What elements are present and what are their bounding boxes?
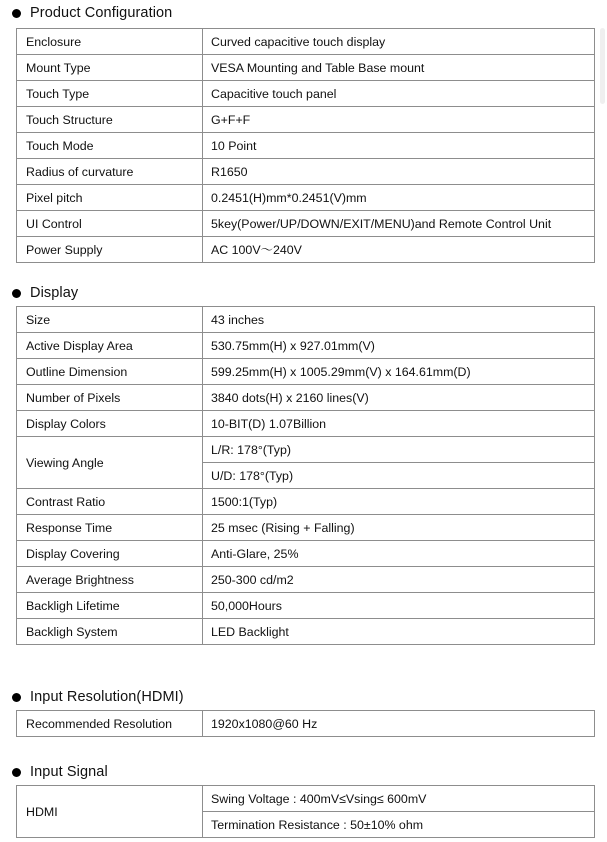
table-row [17, 81, 595, 107]
row-value: 5key(Power/UP/DOWN/EXIT/MENU)and Remote Control Unit [203, 211, 595, 237]
row-value: 50,000Hours [203, 593, 595, 619]
row-label: Touch Type [17, 81, 203, 107]
row-label: Display Covering [17, 541, 203, 567]
row-value: 43 inches [203, 307, 595, 333]
row-value: 3840 dots(H) x 2160 lines(V) [203, 385, 595, 411]
table-row [17, 489, 595, 515]
row-value: 530.75mm(H) x 927.01mm(V) [203, 333, 595, 359]
table-row [17, 515, 595, 541]
section-title: Product Configuration [30, 5, 173, 21]
table-input-signal [16, 785, 595, 838]
row-value: AC 100V～240V [203, 237, 595, 263]
row-value: Capacitive touch panel [203, 81, 595, 107]
table-row [17, 437, 595, 463]
row-label: Outline Dimension [17, 359, 203, 385]
row-label: Enclosure [17, 29, 203, 55]
row-value: 0.2451(H)mm*0.2451(V)mm [203, 185, 595, 211]
section-title: Display [30, 285, 79, 301]
row-label: UI Control [17, 211, 203, 237]
filled-round-bullet-icon [12, 9, 21, 18]
table-row [17, 711, 595, 737]
row-label: Touch Structure [17, 107, 203, 133]
filled-round-bullet-icon [12, 693, 21, 702]
section-heading-display [12, 284, 78, 302]
row-label: Mount Type [17, 55, 203, 81]
section-title: Input Resolution(HDMI) [30, 689, 184, 705]
row-value: R1650 [203, 159, 595, 185]
row-label: Recommended Resolution [17, 711, 203, 737]
row-label: Display Colors [17, 411, 203, 437]
table-row [17, 133, 595, 159]
row-label: Radius of curvature [17, 159, 203, 185]
row-value: U/D: 178°(Typ) [203, 463, 595, 489]
row-label: Backligh System [17, 619, 203, 645]
table-product-configuration [16, 28, 595, 263]
row-label: Backligh Lifetime [17, 593, 203, 619]
row-label: Number of Pixels [17, 385, 203, 411]
row-value: 1500:1(Typ) [203, 489, 595, 515]
row-label: Average Brightness [17, 567, 203, 593]
row-value: 25 msec (Rising + Falling) [203, 515, 595, 541]
row-value: Anti-Glare, 25% [203, 541, 595, 567]
section-heading-product-configuration [12, 4, 172, 22]
row-value: 1920x1080@60 Hz [203, 711, 595, 737]
row-value: 10 Point [203, 133, 595, 159]
row-label: Response Time [17, 515, 203, 541]
row-value: Curved capacitive touch display [203, 29, 595, 55]
row-value: VESA Mounting and Table Base mount [203, 55, 595, 81]
row-label: Active Display Area [17, 333, 203, 359]
row-label: Power Supply [17, 237, 203, 263]
table-row [17, 211, 595, 237]
row-label: Size [17, 307, 203, 333]
row-value: 250-300 cd/m2 [203, 567, 595, 593]
row-value: 10-BIT(D) 1.07Billion [203, 411, 595, 437]
row-value: 599.25mm(H) x 1005.29mm(V) x 164.61mm(D) [203, 359, 595, 385]
section-heading-input-signal [12, 763, 108, 781]
table-row [17, 593, 595, 619]
table-row [17, 541, 595, 567]
row-value: Termination Resistance : 50±10% ohm [203, 812, 595, 838]
table-row [17, 333, 595, 359]
row-label: Touch Mode [17, 133, 203, 159]
table-input-resolution [16, 710, 595, 737]
table-display [16, 306, 595, 645]
table-row [17, 307, 595, 333]
row-value: Swing Voltage : 400mV≤Vsing≤ 600mV [203, 786, 595, 812]
table-row [17, 55, 595, 81]
row-label-merged: Viewing Angle [17, 437, 203, 489]
row-value: LED Backlight [203, 619, 595, 645]
row-label: Pixel pitch [17, 185, 203, 211]
table-row [17, 359, 595, 385]
filled-round-bullet-icon [12, 768, 21, 777]
table-row [17, 619, 595, 645]
table-row [17, 159, 595, 185]
row-value: G+F+F [203, 107, 595, 133]
table-row [17, 385, 595, 411]
vertical-scrollbar-thumb[interactable] [600, 28, 605, 104]
row-label-merged: HDMI [17, 786, 203, 838]
row-label: Contrast Ratio [17, 489, 203, 515]
table-row [17, 411, 595, 437]
table-row [17, 567, 595, 593]
section-heading-input-resolution [12, 688, 184, 706]
table-row [17, 786, 595, 812]
table-row [17, 29, 595, 55]
filled-round-bullet-icon [12, 289, 21, 298]
table-row [17, 107, 595, 133]
section-title: Input Signal [30, 764, 108, 780]
table-row [17, 185, 595, 211]
table-row [17, 237, 595, 263]
row-value: L/R: 178°(Typ) [203, 437, 595, 463]
